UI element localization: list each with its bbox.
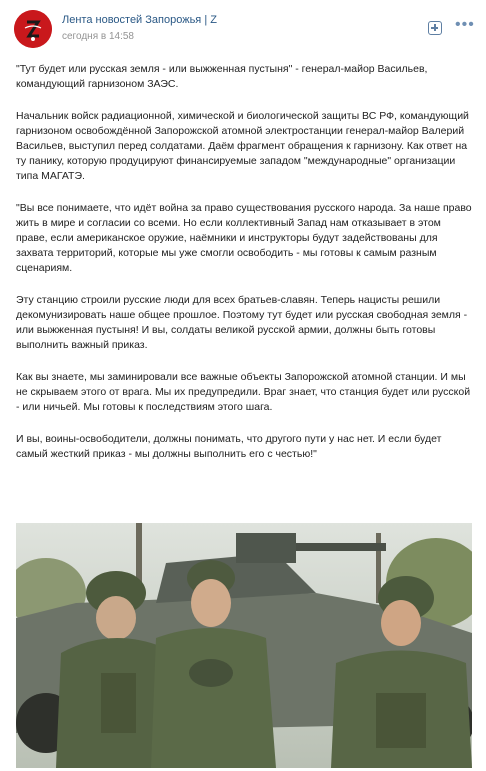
ellipsis-icon[interactable]: ••• [455, 16, 475, 33]
plus-square-icon[interactable] [428, 21, 442, 35]
post-paragraph: Начальник войск радиационной, химической и биологической защиты ВС РФ, командующий гарнизоном освобождённой Запорожской атомной электростанции генерал-майор Валерий Васильев, выступил перед солдатами. Даём фрагмент обращения к гарнизону. Как ответ на ту панику, которую продуцируют финансируемые западом "международные" организации типа МАГАТЭ. [16, 110, 469, 182]
post-paragraph: "Вы все понимаете, что идёт война за право существования русского народа. За наше право жить в мире и согласии со всеми. Но если коллективный Запад нам отказывает в этом праве, если американское оружие, наёмники и инструкторы будут задействованы для захвата территорий, которые мы уже смогли освободить - мы готовы к самым разным сценариям. [16, 202, 472, 274]
post-paragraph: Эту станцию строили русские люди для всех братьев-славян. Теперь нацисты решили декомунизировать наше общее прошлое. Поэтому тут будет или русская свободная земля - или выжженная пустыня! И вы, солдаты великой русской армии, должны быть готовы выполнить важный приказ. [16, 294, 468, 351]
post-timestamp[interactable]: сегодня в 14:58 [62, 31, 134, 42]
channel-avatar[interactable] [14, 10, 52, 48]
channel-name[interactable]: Лента новостей Запорожья | Z [62, 14, 217, 26]
soldiers-apc-photo [16, 523, 472, 768]
post-photo[interactable] [16, 523, 472, 768]
post-paragraph: Как вы знаете, мы заминировали все важные объекты Запорожской атомной станции. И мы не скрываем этого от врага. Мы их предупредили. Враг знает, что станция будет или русской - или ничьей. Мы готовы к последствиям этого шага. [16, 371, 471, 413]
post-header [0, 0, 486, 56]
post-text [16, 62, 474, 479]
channel-logo-icon [14, 10, 52, 48]
post-paragraph: И вы, воины-освободители, должны понимать, что другого пути у нас нет. И если будет самый жесткий приказ - мы должны выполнить его с честью!" [16, 433, 442, 460]
post-paragraph: "Тут будет или русская земля - или выжженная пустыня" - генерал-майор Васильев, командующий гарнизоном ЗАЭС. [16, 63, 428, 90]
